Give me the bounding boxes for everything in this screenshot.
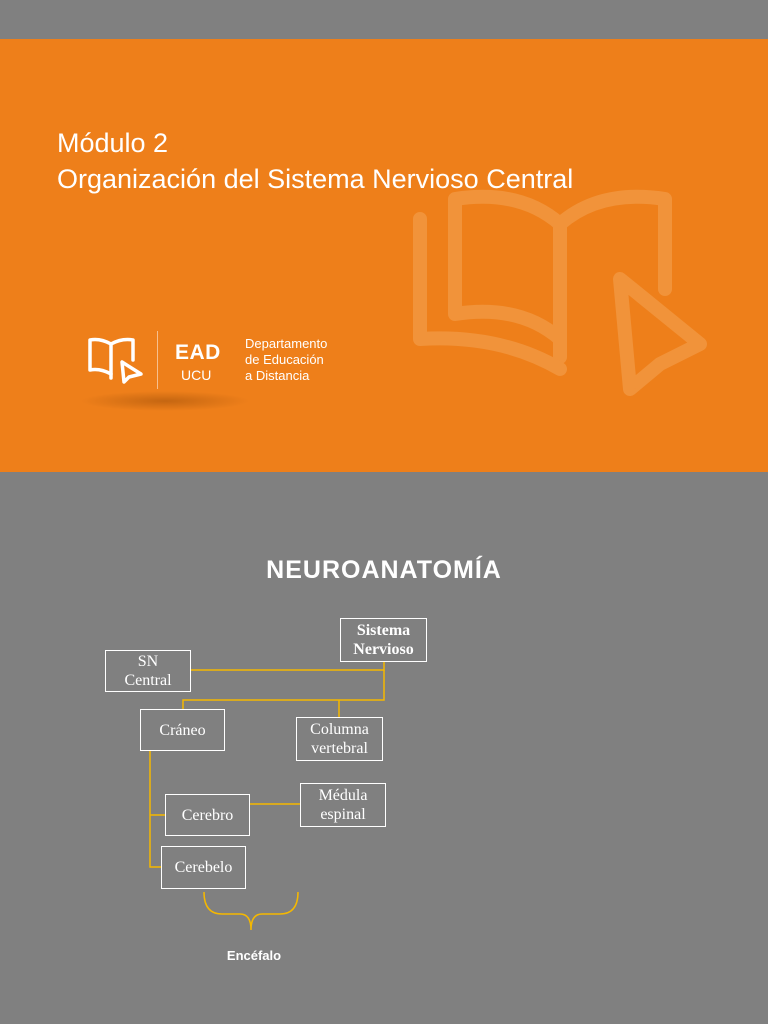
node-medula-espinal — [300, 783, 386, 827]
module-subtitle: Organización del Sistema Nervioso Central — [57, 164, 574, 194]
connector-sistema-to-sncentral — [190, 661, 384, 670]
node-cerebro — [165, 794, 250, 836]
node-columna-vertebral — [296, 717, 383, 761]
connector-sistema-to-columna — [183, 670, 384, 709]
module-title: Módulo 2 — [57, 128, 169, 158]
node-cerebelo — [161, 846, 246, 889]
dept-line-1: Departamento — [245, 336, 328, 351]
node-sn-central — [105, 650, 191, 692]
logo-ucu-text: UCU — [181, 367, 212, 383]
node-craneo — [140, 709, 225, 751]
node-columna-vertebral-label: Columna vertebral — [310, 721, 369, 757]
dept-line-3: a Distancia — [245, 368, 310, 383]
encefalo-brace — [204, 892, 298, 930]
dept-line-2: de Educación — [245, 352, 324, 367]
node-sn-central-label: SN Central — [124, 653, 172, 689]
node-cerebro-label: Cerebro — [181, 806, 234, 824]
node-cerebelo-label: Cerebelo — [174, 859, 233, 876]
connector-craneo-to-cerebelo — [150, 751, 161, 867]
logo-ead-text: EAD — [175, 341, 221, 364]
section-heading: NEUROANATOMÍA — [266, 556, 502, 584]
node-craneo-label: Cráneo — [159, 721, 206, 739]
node-sistema-nervioso-label: Sistema Nervioso — [353, 622, 414, 658]
node-medula-espinal-label: Médula espinal — [318, 787, 368, 823]
encefalo-label: Encéfalo — [226, 948, 282, 963]
node-sistema-nervioso — [340, 618, 427, 662]
